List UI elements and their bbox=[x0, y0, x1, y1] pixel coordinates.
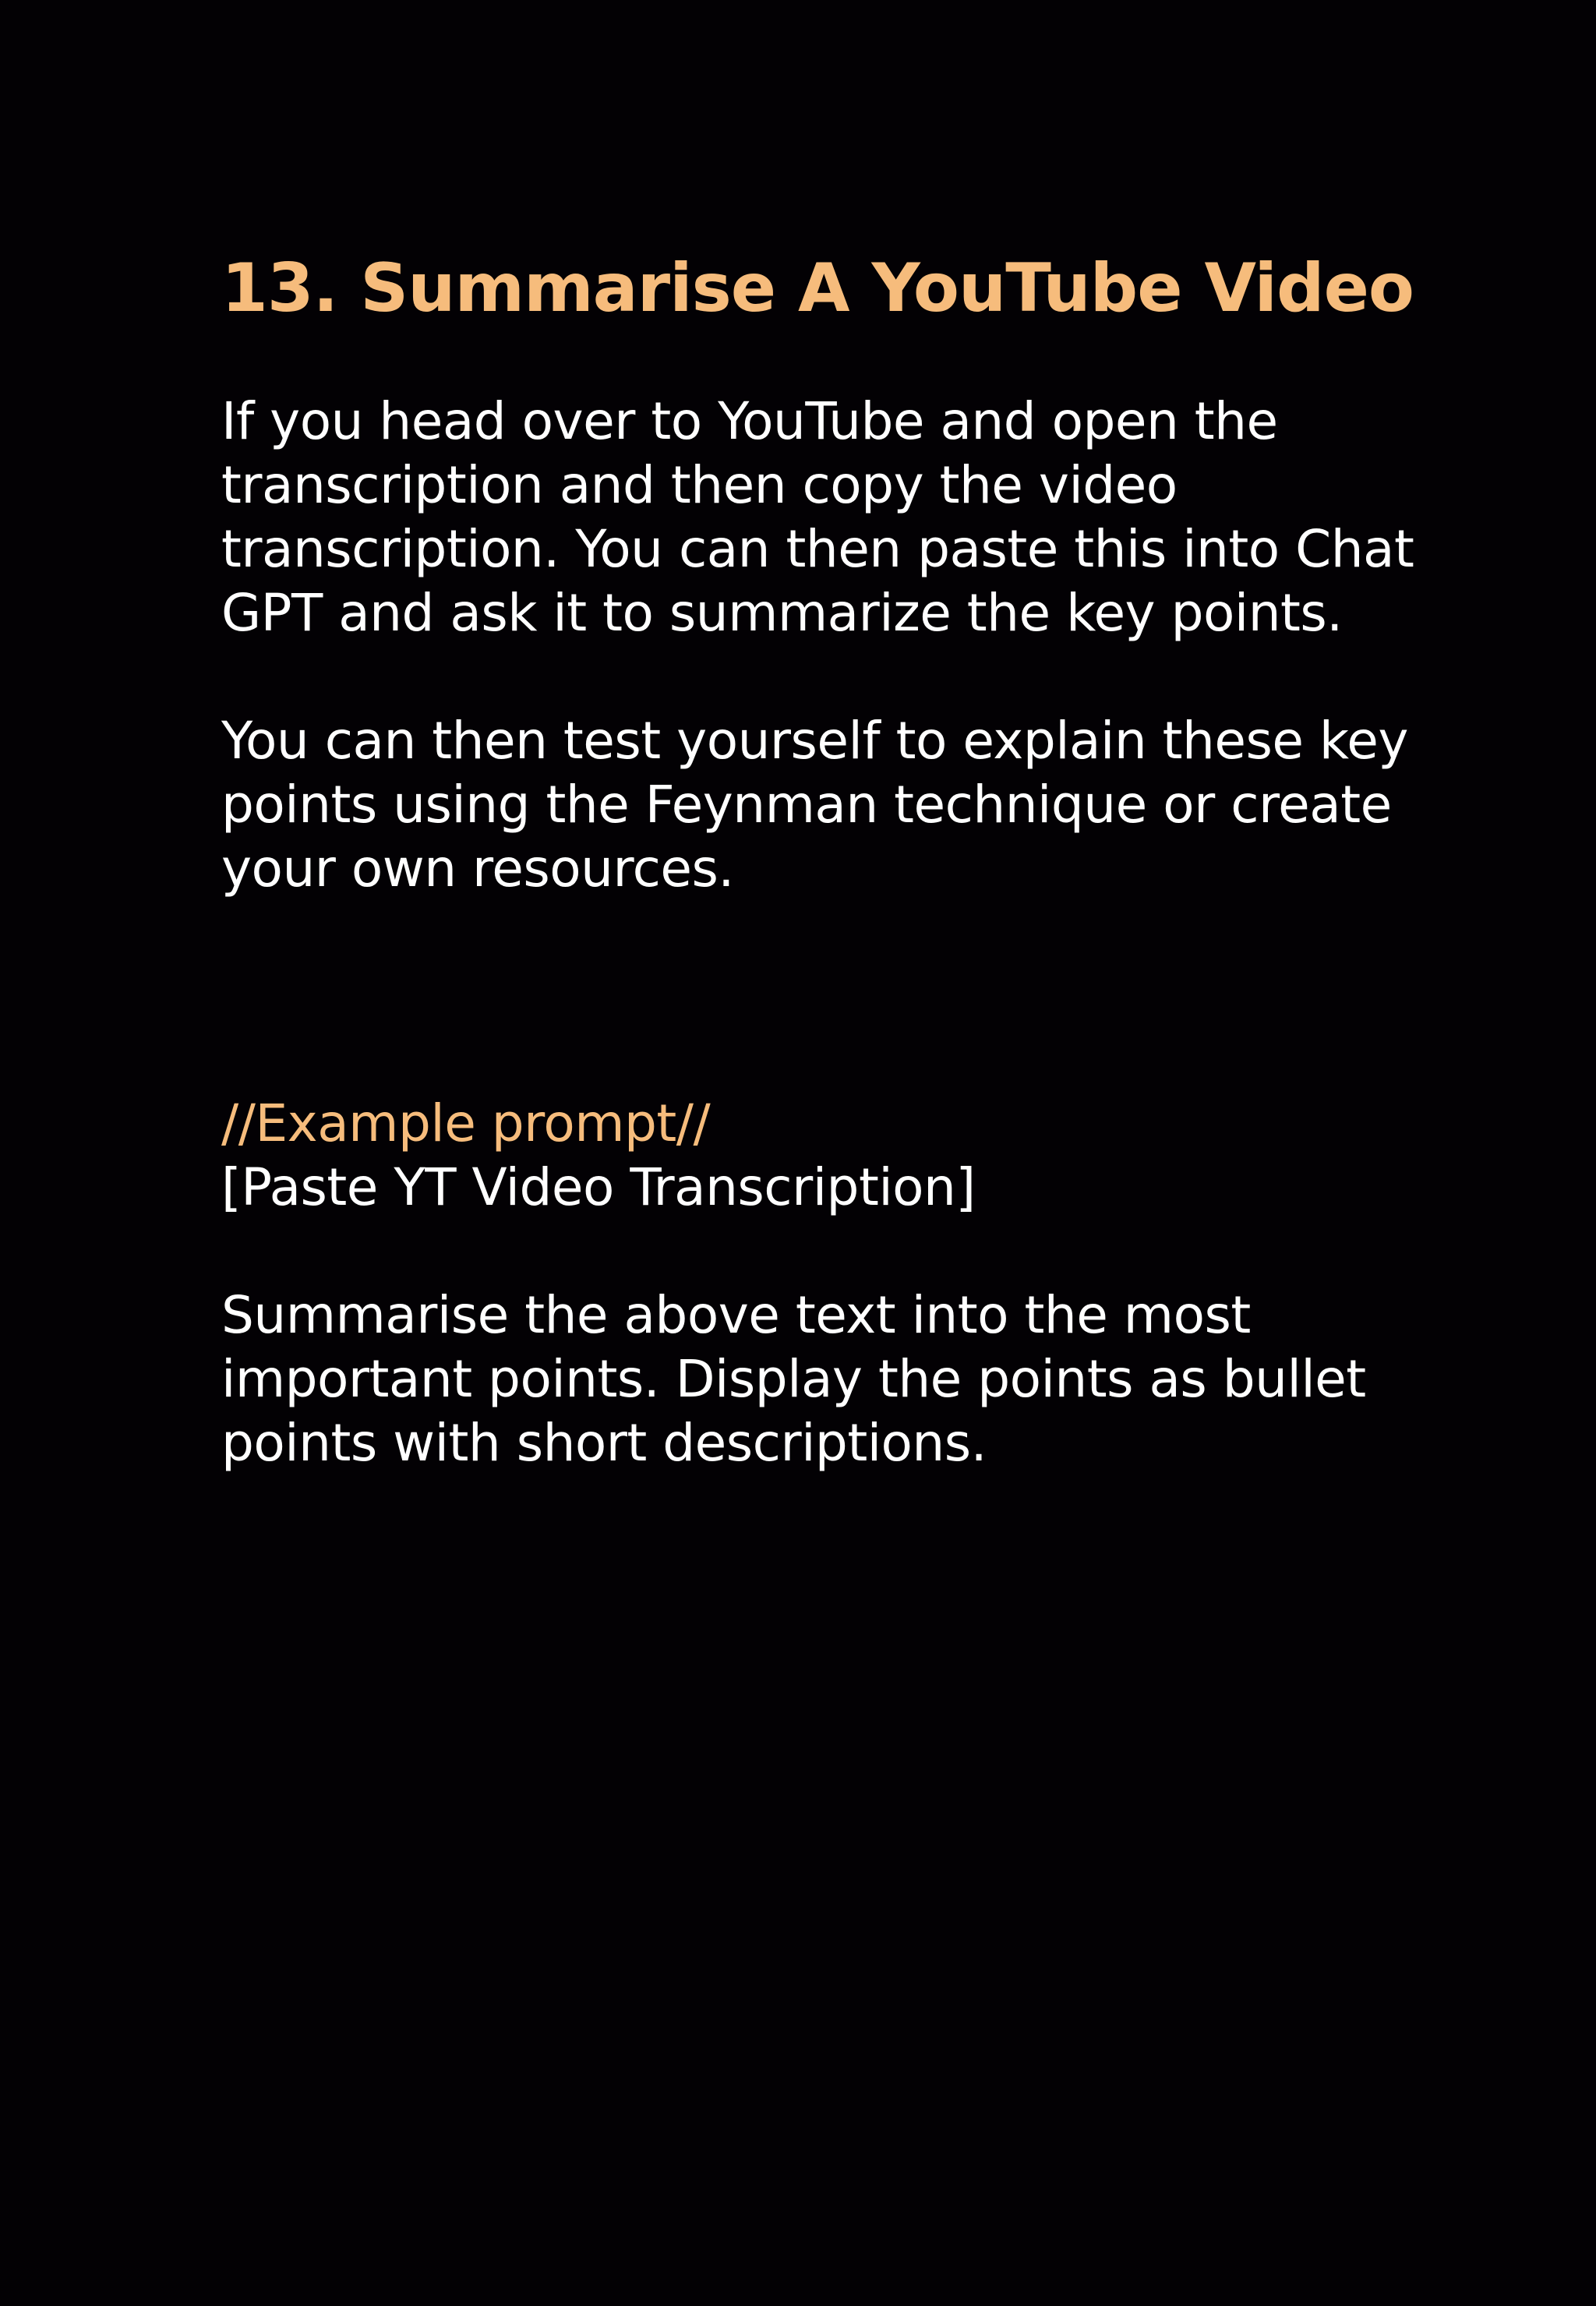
section-title: 13. Summarise A YouTube Video bbox=[221, 249, 1414, 327]
prompt-line: Summarise the above text into the most bbox=[221, 1285, 1251, 1345]
prompt-line: points with short descriptions. bbox=[221, 1413, 987, 1473]
followup-line: You can then test yourself to explain these key bbox=[221, 711, 1408, 771]
transcription-placeholder: [Paste YT Video Transcription] bbox=[221, 1157, 976, 1217]
followup-line: your own resources. bbox=[221, 839, 734, 899]
followup-line: points using the Feynman technique or create bbox=[221, 775, 1392, 835]
intro-line: transcription. You can then paste this into Chat bbox=[221, 519, 1414, 579]
intro-line: transcription and then copy the video bbox=[221, 455, 1178, 515]
intro-paragraph bbox=[221, 390, 1437, 645]
example-prompt-text bbox=[221, 1284, 1437, 1475]
content-column bbox=[221, 249, 1437, 1475]
prompt-line: important points. Display the points as bullet bbox=[221, 1349, 1366, 1409]
intro-line: GPT and ask it to summarize the key points. bbox=[221, 583, 1343, 643]
followup-paragraph bbox=[221, 709, 1437, 901]
intro-line: If you head over to YouTube and open the bbox=[221, 391, 1278, 451]
example-prompt-label: //Example prompt// bbox=[221, 1093, 711, 1153]
